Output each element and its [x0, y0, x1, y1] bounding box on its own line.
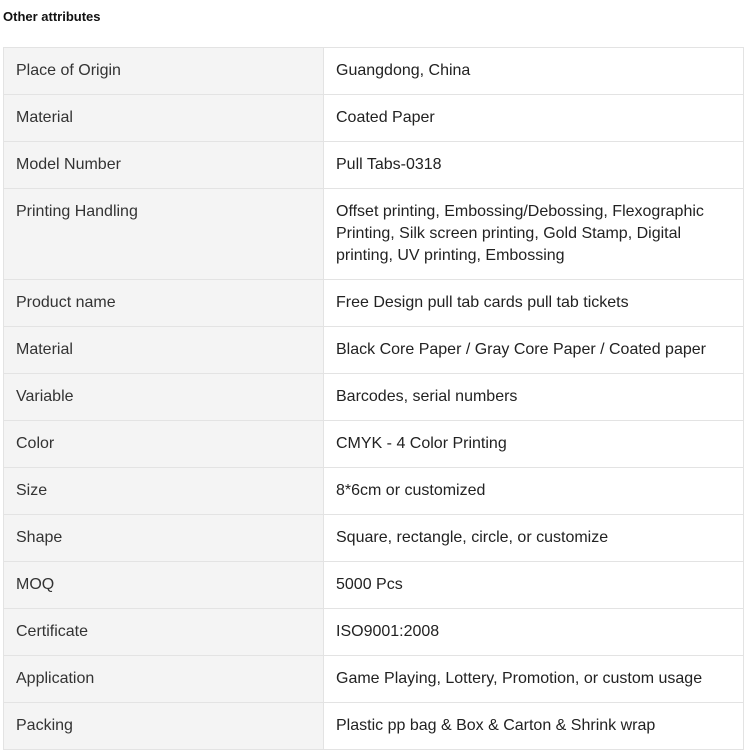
attribute-key: Place of Origin — [4, 48, 324, 95]
attribute-value: Plastic pp bag & Box & Carton & Shrink wrap — [324, 703, 744, 750]
attribute-value: Barcodes, serial numbers — [324, 374, 744, 421]
attribute-key: MOQ — [4, 562, 324, 609]
table-row — [4, 421, 744, 468]
table-row — [4, 327, 744, 374]
section-title: Other attributes — [3, 9, 101, 24]
table-row — [4, 515, 744, 562]
attributes-table — [3, 47, 744, 750]
attribute-value: 5000 Pcs — [324, 562, 744, 609]
attribute-value: Game Playing, Lottery, Promotion, or custom usage — [324, 656, 744, 703]
attribute-key: Model Number — [4, 142, 324, 189]
attribute-value: Offset printing, Embossing/Debossing, Flexographic Printing, Silk screen printing, Gold Stamp, Digital printing, UV printing, Embossing — [324, 189, 744, 280]
attribute-key: Material — [4, 327, 324, 374]
table-row — [4, 189, 744, 280]
attribute-value: Pull Tabs-0318 — [324, 142, 744, 189]
attribute-value: Free Design pull tab cards pull tab tickets — [324, 280, 744, 327]
attribute-key: Shape — [4, 515, 324, 562]
table-row — [4, 374, 744, 421]
attribute-key: Packing — [4, 703, 324, 750]
attribute-key: Material — [4, 95, 324, 142]
attribute-key: Color — [4, 421, 324, 468]
table-row — [4, 468, 744, 515]
attribute-value: Square, rectangle, circle, or customize — [324, 515, 744, 562]
attribute-value: CMYK - 4 Color Printing — [324, 421, 744, 468]
attribute-key: Printing Handling — [4, 189, 324, 280]
table-row — [4, 95, 744, 142]
attribute-value: ISO9001:2008 — [324, 609, 744, 656]
attribute-key: Size — [4, 468, 324, 515]
table-row — [4, 656, 744, 703]
attribute-value: Black Core Paper / Gray Core Paper / Coated paper — [324, 327, 744, 374]
table-row — [4, 280, 744, 327]
attribute-value: Guangdong, China — [324, 48, 744, 95]
attribute-key: Product name — [4, 280, 324, 327]
table-row — [4, 142, 744, 189]
attribute-key: Variable — [4, 374, 324, 421]
table-row — [4, 562, 744, 609]
table-row — [4, 703, 744, 750]
attribute-key: Certificate — [4, 609, 324, 656]
table-row — [4, 609, 744, 656]
attribute-value: Coated Paper — [324, 95, 744, 142]
table-row — [4, 48, 744, 95]
attribute-key: Application — [4, 656, 324, 703]
attribute-value: 8*6cm or customized — [324, 468, 744, 515]
